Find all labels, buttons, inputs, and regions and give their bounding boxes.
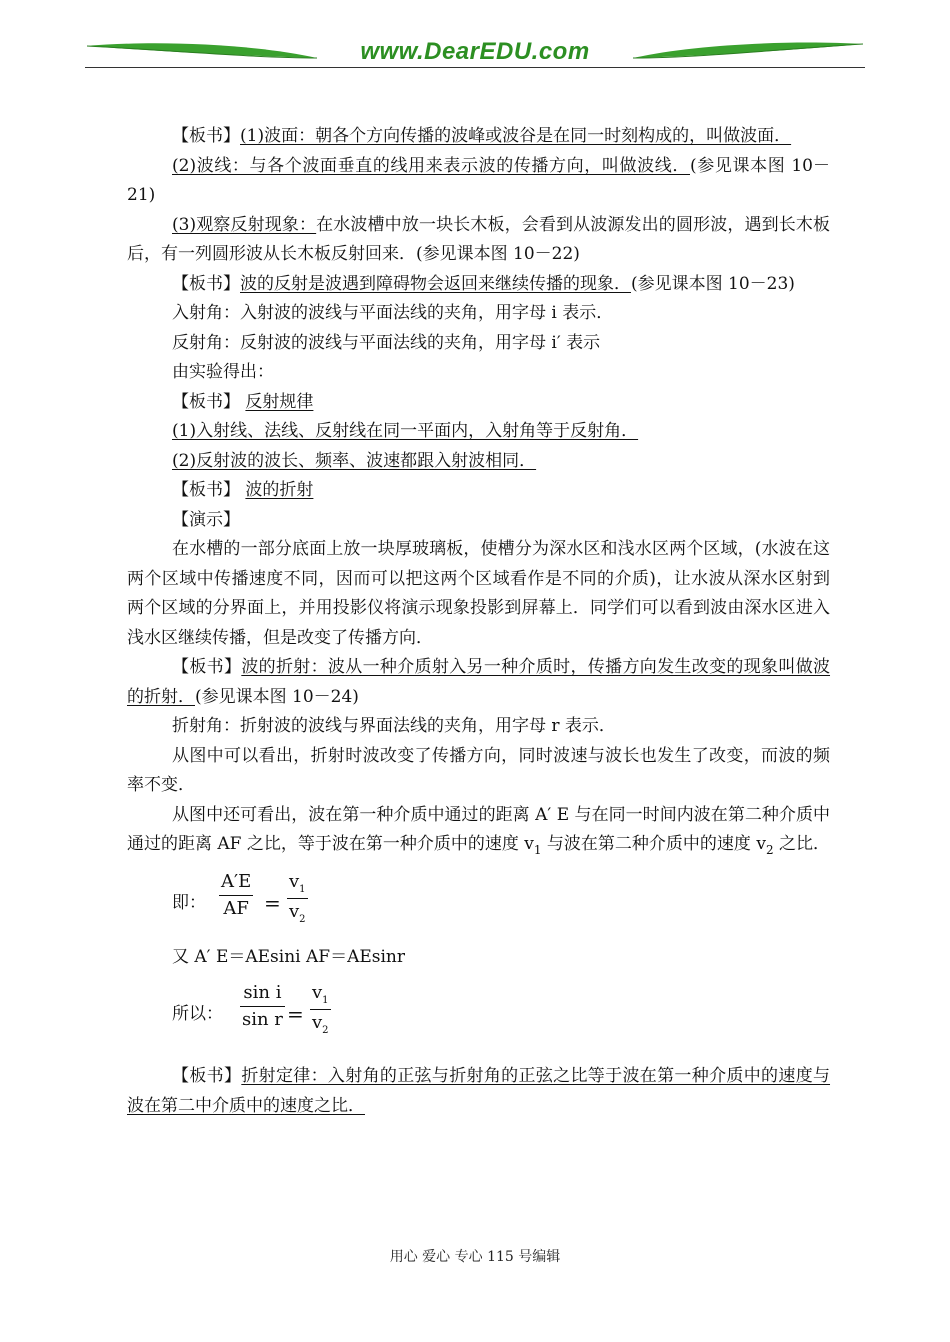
paragraph: 从图中还可看出，波在第一种介质中通过的距离 A′ E 与在同一时间内波在第二种介质中通过的距离 AF 之比，等于波在第一种介质中的速度 $v_1$ 与波在第二种介质中的速度 $v_2$ 之比． [127, 804, 830, 857]
formula-label: 即： [172, 892, 206, 913]
paragraph: 由实验得出： [172, 362, 274, 382]
paragraph: 【板书】波的反射是波遇到障碍物会返回来继续传播的现象．(参见课本图 10－23) [172, 273, 795, 294]
equals-sign: = [264, 890, 281, 915]
paragraph: 【板书】 波的折射 [172, 480, 314, 500]
paragraph: 又 A′ E＝AEsini AF＝AEsinr [172, 946, 405, 967]
paragraph: 从图中可以看出，折射时波改变了传播方向，同时波速与波长也发生了改变，而波的频率不变． [127, 745, 830, 795]
paragraph: (1)入射线、法线、反射线在同一平面内，入射角等于反射角． [172, 421, 639, 441]
paragraph: 折射角：折射波的波线与界面法线的夹角，用字母 r 表示． [172, 716, 616, 736]
paragraph: (3)观察反射现象：在水波槽中放一块长木板，会看到从波源发出的圆形波，遇到长木板后，有一列圆形波从长木板反射回来．(参见课本图 10－22) [127, 214, 831, 264]
fraction-velocity: $v_1$ $v_2$ [289, 870, 306, 925]
paragraph: 【板书】折射定律：入射角的正弦与折射角的正弦之比等于波在第一种介质中的速度与波在第二中介质中的速度之比． [127, 1066, 831, 1116]
fraction-sine: sin i sin r [242, 982, 283, 1030]
formula-label: 所以： [172, 1004, 223, 1024]
paragraph: 入射角：入射波的波线与平面法线的夹角，用字母 i 表示． [172, 303, 614, 323]
page-footer: 用心 爱心 专心 115 号编辑 [389, 1249, 561, 1265]
paragraph: 【板书】(1)波面：朝各个方向传播的波峰或波谷是在同一时刻构成的，叫做波面． [172, 126, 792, 146]
equals-sign: = [287, 1002, 304, 1026]
paragraph: (2)波线：与各个波面垂直的线用来表示波的传播方向，叫做波线．(参见课本图 10－21) [127, 155, 830, 205]
paragraph: 【演示】 [172, 509, 240, 530]
document-body [127, 122, 830, 1121]
paragraph: (2)反射波的波长、频率、波速都跟入射波相同． [172, 450, 537, 471]
paragraph: 反射角：反射波的波线与平面法线的夹角，用字母 i′ 表示 [172, 332, 601, 353]
formula-ratio-sine [127, 978, 830, 1048]
paragraph: 【板书】 反射规律 [172, 391, 314, 412]
fraction-distance: A′E AF [221, 870, 252, 919]
paragraph: 在水槽的一部分底面上放一块厚玻璃板，使槽分为深水区和浅水区两个区域，(水波在这两个区域中传播速度不同，因而可以把这两个区域看作是不同的介质)，让水波从深水区射到两个区域的分界面上，并用投影仪将演示现象投影到屏幕上．同学们可以看到波由深水区进入浅水区继续传播，但是改变了传播方向． [127, 539, 830, 648]
paragraph: 【板书】波的折射：波从一种介质射入另一种介质时，传播方向发生改变的现象叫做波的折射．(参见课本图 10－24) [127, 657, 831, 707]
formula-ratio-distance [127, 867, 830, 937]
site-header [85, 36, 865, 76]
fraction-velocity: $v_1$ $v_2$ [312, 982, 329, 1036]
header-divider [85, 67, 865, 68]
site-logo[interactable]: www.DearEDU.com [360, 38, 590, 65]
